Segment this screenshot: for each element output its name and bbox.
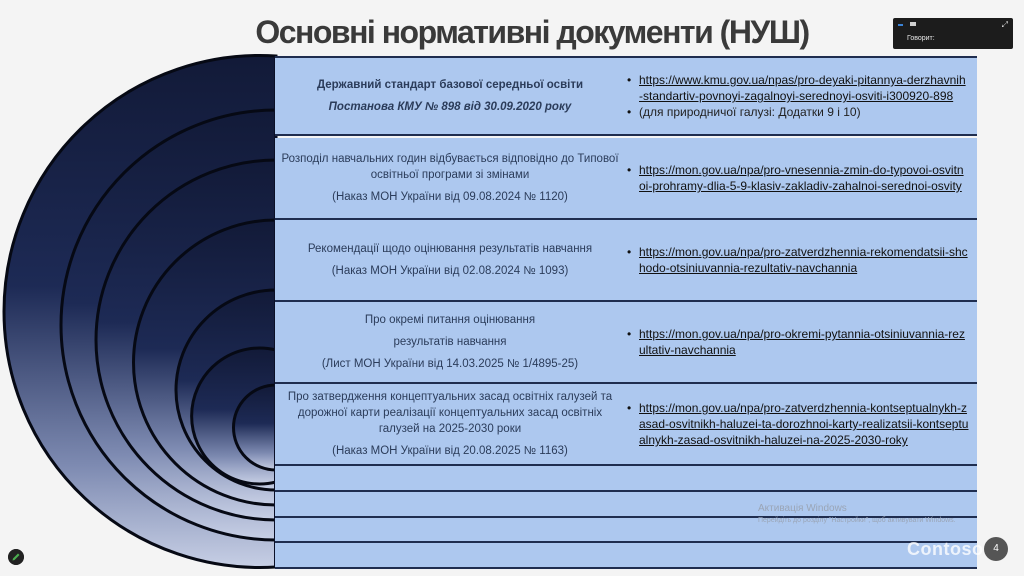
bullet-icon: • bbox=[627, 163, 632, 177]
slide-title: Основні нормативні документи (НУШ) bbox=[255, 14, 809, 50]
document-link[interactable]: https://mon.gov.ua/npa/pro-okremi-pytannia-otsiniuvannia-rezultativ-navchannia bbox=[639, 327, 965, 357]
empty-table-row bbox=[275, 543, 977, 569]
link-cell bbox=[627, 302, 969, 382]
document-cell bbox=[275, 302, 625, 382]
pen-icon[interactable] bbox=[8, 549, 24, 565]
speaker-widget[interactable] bbox=[893, 18, 1013, 49]
table-row bbox=[275, 58, 977, 136]
document-title: Рекомендації щодо оцінювання результатів навчання bbox=[307, 243, 593, 255]
bullet-icon: • bbox=[627, 73, 632, 87]
document-reference: Постанова КМУ № 898 від 30.09.2020 року bbox=[328, 101, 572, 113]
camera-icon bbox=[910, 22, 916, 26]
document-title: Державний стандарт базової середньої освіти bbox=[316, 79, 584, 91]
document-link[interactable]: https://mon.gov.ua/npa/pro-vnesennia-zmin-do-typovoi-osvitnoi-prohramy-dlia-5-9-klasiv-zakladiv-zahalnoi-serednoi-osvity bbox=[639, 163, 964, 193]
document-cell bbox=[275, 58, 625, 134]
document-reference: (Наказ МОН України від 20.08.2025 № 1163) bbox=[332, 445, 568, 457]
link-cell bbox=[627, 58, 969, 134]
bullet-icon: • bbox=[627, 245, 632, 259]
document-link[interactable]: https://mon.gov.ua/npa/pro-zatverdzhennia-kontseptualnykh-zasad-osvitnikh-haluzei-ta-dorozhnoi-karty-realizatsii-kontseptualnykh-zasad-osvitnikh-haluzei-na-2025-2030-roky bbox=[639, 401, 969, 447]
link-cell bbox=[627, 138, 969, 218]
document-cell bbox=[275, 138, 625, 218]
link-cell bbox=[627, 384, 969, 464]
note-text: (для природничої галузі: Додатки 9 і 10) bbox=[639, 105, 861, 119]
document-title: Розподіл навчальних годин відбувається відповідно до Типової освітньої програми зі змінами bbox=[281, 153, 619, 181]
document-reference: (Наказ МОН України від 09.08.2024 № 1120) bbox=[332, 191, 568, 203]
bullet-icon: • bbox=[627, 105, 632, 119]
document-link[interactable]: https://mon.gov.ua/npa/pro-zatverdzhennia-rekomendatsii-shchodo-otsiniuvannia-rezultativ-navchannia bbox=[639, 245, 968, 275]
speaking-label: Говорит: bbox=[907, 35, 935, 42]
table-row bbox=[275, 384, 977, 466]
page-number-badge: 4 bbox=[984, 537, 1008, 561]
table-row bbox=[275, 220, 977, 302]
document-title: Про окремі питання оцінювання bbox=[364, 314, 536, 326]
empty-table-row bbox=[275, 466, 977, 492]
decorative-arc-fan bbox=[0, 0, 280, 576]
table-row bbox=[275, 138, 977, 220]
table-row bbox=[275, 302, 977, 384]
bullet-icon: • bbox=[627, 401, 632, 415]
document-cell bbox=[275, 384, 625, 464]
document-title-continued: результатів навчання bbox=[393, 336, 507, 348]
status-bar-icon bbox=[898, 24, 903, 26]
link-cell bbox=[627, 220, 969, 300]
expand-icon[interactable]: ⤢ bbox=[1001, 20, 1008, 29]
document-title: Про затвердження концептуальних засад освітніх галузей та дорожної карти реалізації концептуальних засад освітніх галузей на 2025-2030 роки bbox=[287, 391, 613, 435]
document-reference: (Наказ МОН України від 02.08.2024 № 1093) bbox=[331, 265, 569, 277]
contoso-logo: Contoso bbox=[907, 539, 984, 559]
document-reference: (Лист МОН України від 14.03.2025 № 1/4895-25) bbox=[321, 358, 579, 370]
empty-table-row bbox=[275, 492, 977, 518]
windows-activation-title: Активація Windows bbox=[758, 503, 847, 514]
document-link[interactable]: https://www.kmu.gov.ua/npas/pro-deyaki-pitannya-derzhavnih-standartiv-povnoyi-zagalnoyi-serednoyi-osviti-i300920-898 bbox=[639, 73, 966, 103]
windows-activation-subtitle: Перейдіть до розділу "Настройки", щоб активувати Windows. bbox=[758, 517, 956, 524]
bullet-icon: • bbox=[627, 327, 632, 341]
document-cell bbox=[275, 220, 625, 300]
documents-table bbox=[275, 56, 977, 569]
